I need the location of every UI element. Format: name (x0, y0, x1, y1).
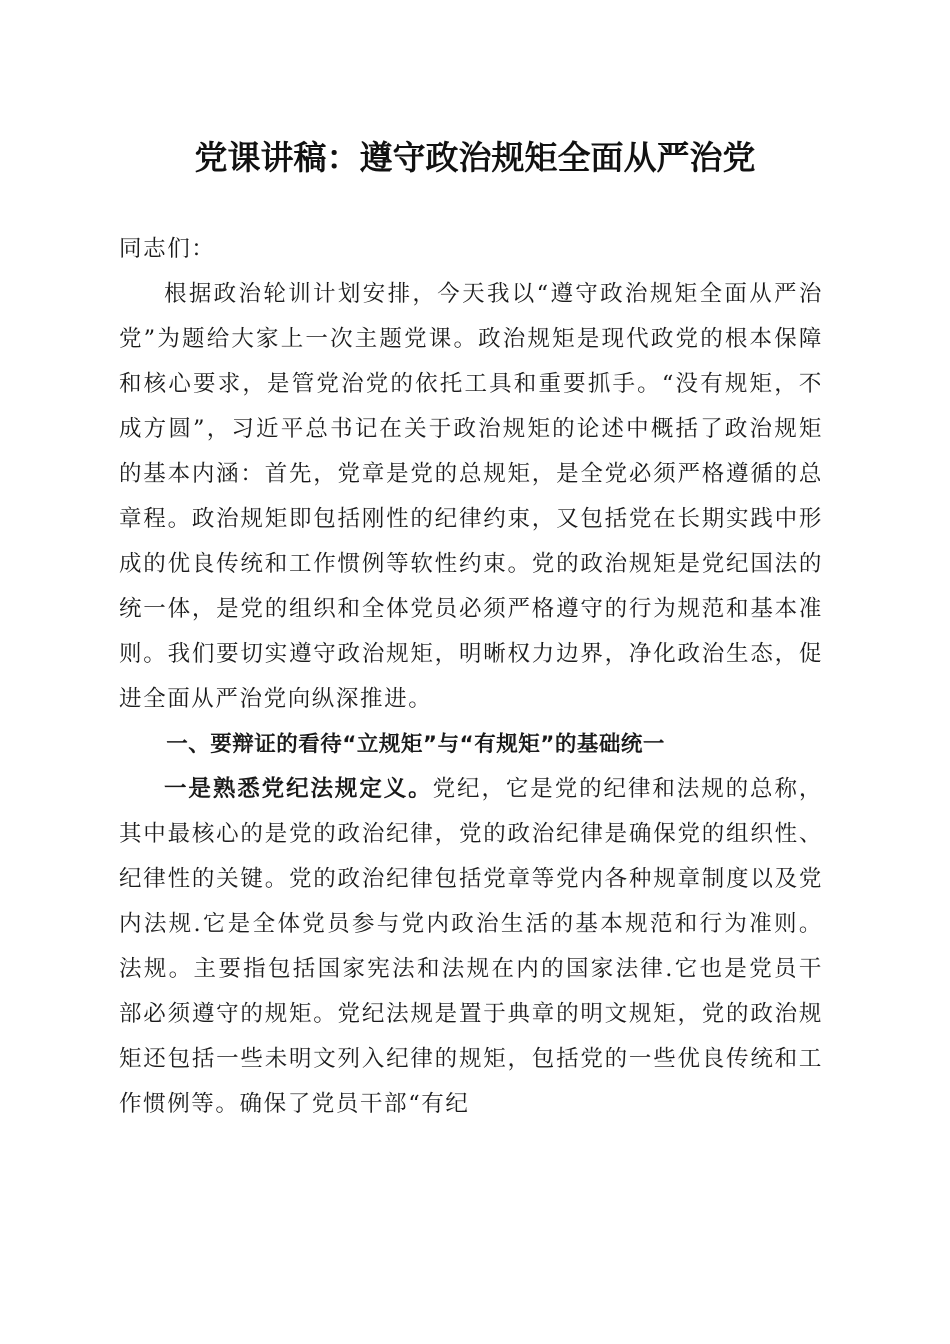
salutation: 同志们： (119, 236, 216, 262)
document-body (119, 227, 823, 1127)
section-heading-1: 一、要辩证的看待“立规矩”与“有规矩”的基础统一 (166, 732, 665, 757)
intro-paragraph: 根据政治轮训计划安排，今天我以“遵守政治规矩全面从严治党”为题给大家上一次主题党课。政治规矩是现代政党的根本保障和核心要求，是管党治党的依托工具和重要抓手。“没有规矩，不成方圆”，习近平总书记在关于政治规矩的论述中概括了政治规矩的基本内涵：首先，党章是党的总规矩，是全党必须严格遵循的总章程。政治规矩即包括刚性的纪律约束，又包括党在长期实践中形成的优良传统和工作惯例等软性约束。党的政治规矩是党纪国法的统一体，是党的组织和全体党员必须严格遵守的行为规范和基本准则。我们要切实遵守政治规矩，明晰权力边界，净化政治生态，促进全面从严治党向纵深推进。 (119, 281, 823, 712)
document-title: 党课讲稿：遵守政治规矩全面从严治党 (194, 138, 756, 177)
section-1-paragraph (119, 767, 823, 1127)
section-1-lead: 一是熟悉党纪法规定义。 (164, 776, 433, 802)
section-1-text: 党纪，它是党的纪律和法规的总称，其中最核心的是党的政治纪律，党的政治纪律是确保党的组织性、纪律性的关键。党的政治纪律包括党章等党内各种规章制度以及党内法规.它是全体党员参与党内政治生活的基本规范和行为准则。法规。主要指包括国家宪法和法规在内的国家法律.它也是党员干部必须遵守的规矩。党纪法规是置于典章的明文规矩，党的政治规矩还包括一些未明文列入纪律的规矩，包括党的一些优良传统和工作惯例等。确保了党员干部“有纪 (119, 776, 823, 1117)
